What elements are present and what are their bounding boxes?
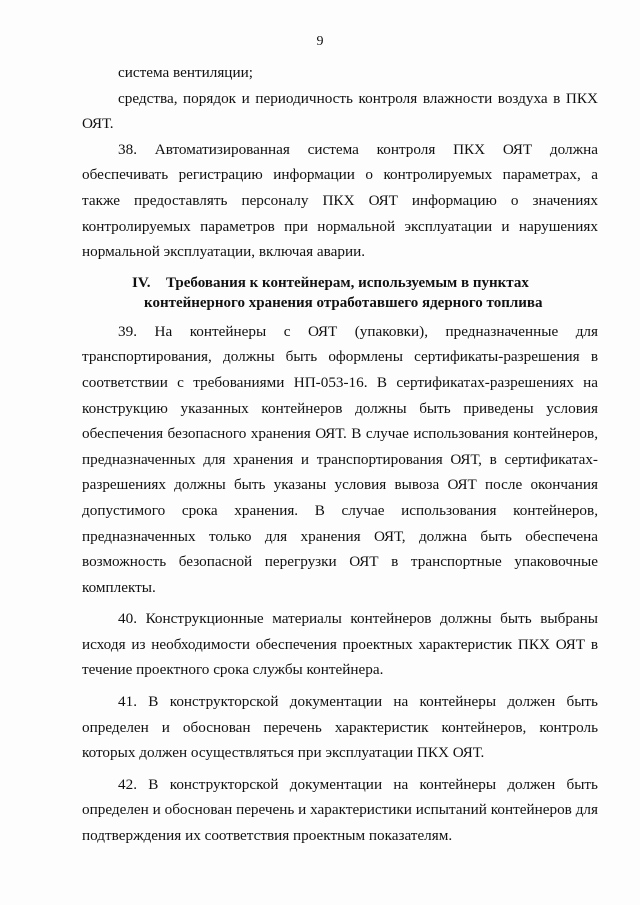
paragraph-40: 40. Конструкционные материалы контейнеров должны быть выбраны исходя из необходимости обеспечения проектных характеристик ПКХ ОЯТ в течение проектного срока службы контейнера. xyxy=(82,610,598,679)
section-number: IV. xyxy=(132,274,151,291)
page-number: 9 xyxy=(316,34,324,49)
intro-line-ventilation: система вентиляции; xyxy=(118,64,253,81)
paragraph-41: 41. В конструкторской документации на контейнеры должен быть определен и обоснован перечень характеристик контейнеров, контроль которых должен осуществляться при эксплуатации ПКХ ОЯТ. xyxy=(82,693,598,762)
section-heading xyxy=(82,273,598,313)
paragraph-38: 38. Автоматизированная система контроля ПКХ ОЯТ должна обеспечивать регистрацию информации о контролируемых параметрах, а также предоставлять персоналу ПКХ ОЯТ информацию о значениях контролируемых параметров при нормальной эксплуатации и нарушениях нормальной эксплуатации, включая аварии. xyxy=(82,140,598,261)
document-body xyxy=(82,60,598,849)
paragraph-39: 39. На контейнеры с ОЯТ (упаковки), предназначенные для транспортирования, должны быть оформлены сертификаты-разрешения в соответствии с требованиями НП-053-16. В сертификатах-разрешениях на конструкцию указанных контейнеров должны быть приведены условия обеспечения безопасного хранения ОЯТ. В случае использования контейнеров, предназначенных для хранения и транспортирования ОЯТ, в сертификатах-разрешениях должны быть указаны условия вывоза ОЯТ после окончания допустимого срока хранения. В случае использования контейнеров, предназначенных только для хранения ОЯТ, должна быть обеспечена возможность безопасной перегрузки ОЯТ в транспортные упаковочные комплекты. xyxy=(82,322,598,596)
paragraph-42: 42. В конструкторской документации на контейнеры должен быть определен и обоснован перечень и характеристики испытаний контейнеров для подтверждения их соответствия проектным показателям. xyxy=(82,775,598,845)
section-title-line-1: Требования к контейнерам, используемым в пунктах xyxy=(166,274,529,291)
section-title-line-2: контейнерного хранения отработавшего ядерного топлива xyxy=(144,294,543,311)
intro-line-humidity: средства, порядок и периодичность контроля влажности воздуха в ПКХ ОЯТ. xyxy=(82,89,598,133)
